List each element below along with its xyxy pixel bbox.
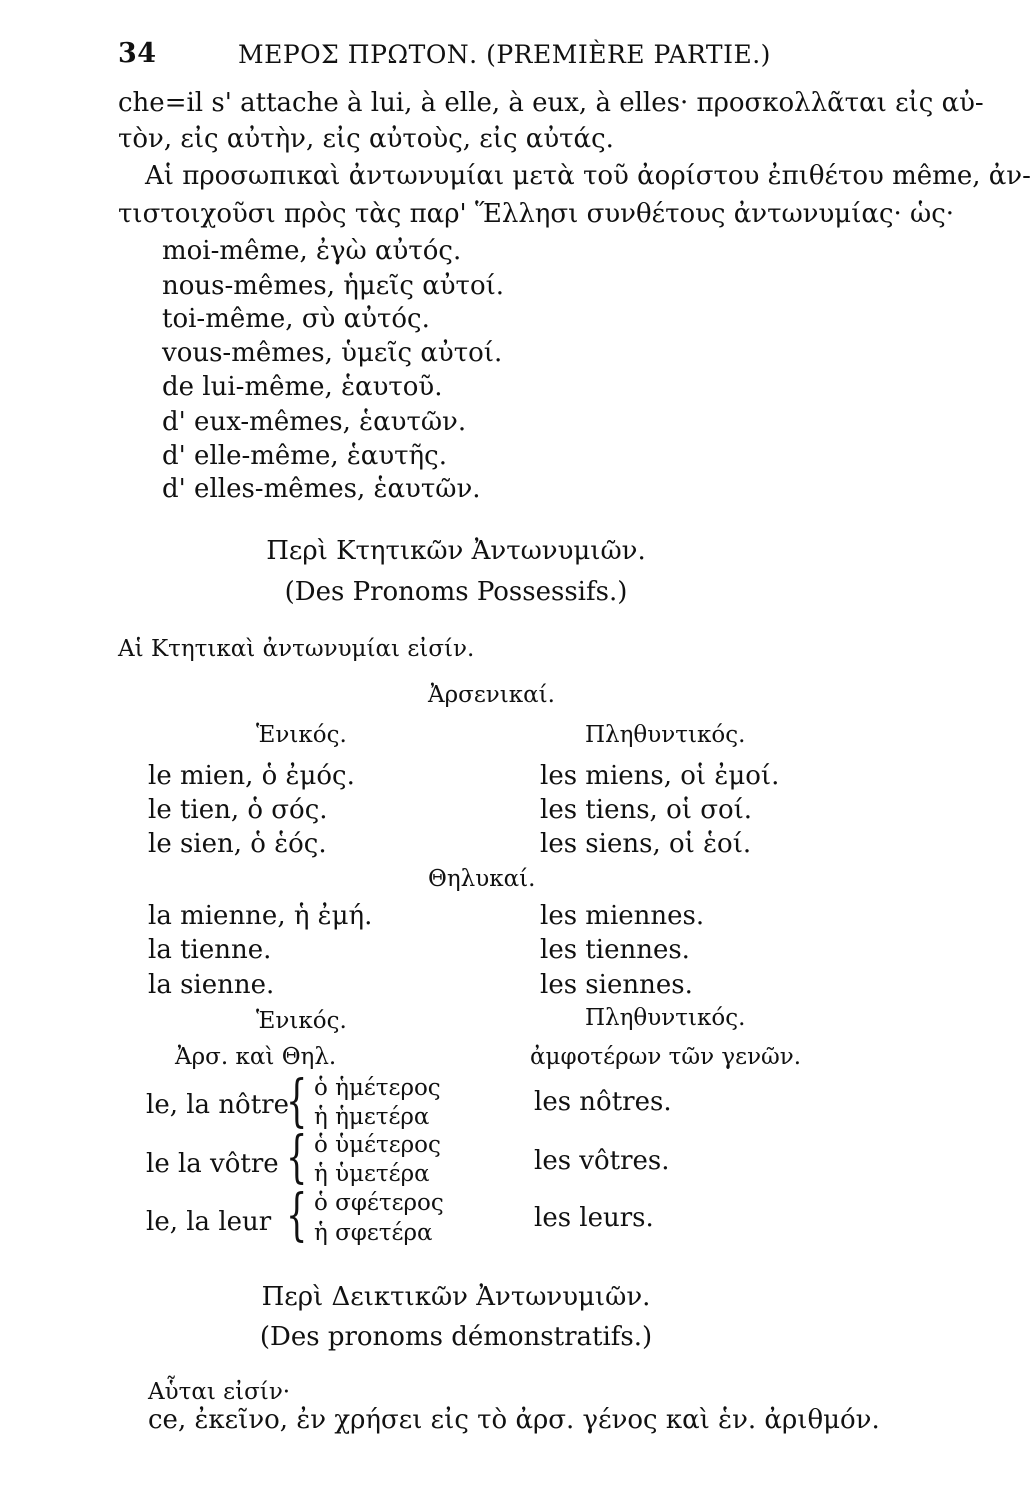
text-line: τὸν, εἰς αὐτὴν, εἰς αὐτοὺς, εἰς αὐτάς. — [118, 124, 614, 154]
gender-heading: Θηλυκαί. — [428, 866, 536, 892]
reflexive-item: moi-même, ἐγὼ αὐτός. — [162, 236, 462, 266]
masc-plural: les tiens, οἱ σοί. — [540, 795, 753, 825]
text-line: Αἱ προσωπικαὶ ἀντωνυμίαι μετὰ τοῦ ἀορίστου ἐπιθέτου même, ἀν- — [145, 161, 1031, 191]
reflexive-item: d' elle-même, ἑαυτῆς. — [162, 441, 447, 471]
text-line: τιστοιχοῦσι πρὸς τὰς παρ' Ἕλλησι συνθέτους ἀντωνυμίας· ὡς· — [118, 199, 955, 229]
brace-icon: { — [286, 1125, 308, 1190]
brace-greek: ἡ ὑμετέρα — [314, 1161, 430, 1187]
masc-singular: le mien, ὁ ἐμός. — [148, 761, 355, 791]
brace-icon: { — [286, 1183, 308, 1248]
gender-heading: Ἀρσενικαί. — [428, 682, 555, 708]
masc-plural: les siens, οἱ ἑοί. — [540, 829, 752, 859]
brace-french: le, la nôtre — [146, 1090, 289, 1120]
page-number: 34 — [118, 38, 157, 69]
fem-plural: les miennes. — [540, 901, 705, 931]
fem-singular: la sienne. — [148, 970, 275, 1000]
section-subtitle: (Des pronoms démonstratifs.) — [259, 1322, 653, 1352]
running-title: ΜΕΡΟΣ ΠΡΩΤΟΝ. (PREMIÈRE PARTIE.) — [238, 40, 771, 69]
gender-label: Ἀρσ. καὶ Θηλ. — [175, 1044, 337, 1070]
masc-plural: les miens, οἱ ἐμοί. — [540, 761, 780, 791]
brace-greek: ὁ ἡμέτερος — [314, 1075, 441, 1101]
fem-singular: la tienne. — [148, 935, 272, 965]
brace-french: le la vôtre — [146, 1149, 279, 1179]
fem-singular: la mienne, ἡ ἐμή. — [148, 901, 373, 931]
brace-greek: ὁ ὑμέτερος — [314, 1132, 441, 1158]
brace-icon: { — [286, 1069, 308, 1134]
brace-greek: ἡ ἡμετέρα — [314, 1104, 430, 1130]
fem-plural: les siennes. — [540, 970, 693, 1000]
brace-plural: les nôtres. — [534, 1087, 672, 1117]
reflexive-item: de lui-même, ἑαυτοῦ. — [162, 372, 443, 402]
masc-singular: le sien, ὁ ἑός. — [148, 829, 327, 859]
section-title: Περὶ Κτητικῶν Ἀντωνυμιῶν. — [266, 536, 646, 566]
reflexive-item: d' eux-mêmes, ἑαυτῶν. — [162, 407, 467, 437]
number-heading: Πληθυντικός. — [585, 722, 746, 748]
section-subtitle: (Des Pronoms Possessifs.) — [284, 577, 628, 607]
reflexive-item: toi-même, σὺ αὐτός. — [162, 304, 430, 334]
brace-greek: ὁ σφέτερος — [314, 1190, 444, 1216]
number-heading: Ἑνικός. — [256, 722, 347, 748]
text-line: ce, ἐκεῖνο, ἐν χρήσει εἰς τὸ ἀρσ. γένος καὶ ἑν. ἀριθμόν. — [148, 1405, 880, 1435]
brace-french: le, la leur — [146, 1207, 272, 1237]
gender-label: ἀμφοτέρων τῶν γενῶν. — [530, 1044, 802, 1070]
reflexive-item: d' elles-mêmes, ἑαυτῶν. — [162, 474, 481, 504]
reflexive-item: vous-mêmes, ὑμεῖς αὐτοί. — [162, 338, 503, 368]
text-line: che=il s' attache à lui, à elle, à eux, à elles· προσκολλᾶται εἰς αὐ- — [118, 88, 984, 118]
brace-greek: ἡ σφετέρα — [314, 1220, 433, 1246]
number-heading: Ἑνικός. — [256, 1008, 347, 1034]
reflexive-item: nous-mêmes, ἡμεῖς αὐτοί. — [162, 271, 505, 301]
section-title: Περὶ Δεικτικῶν Ἀντωνυμιῶν. — [261, 1282, 651, 1312]
running-header — [118, 38, 798, 78]
fem-plural: les tiennes. — [540, 935, 690, 965]
brace-plural: les leurs. — [534, 1203, 654, 1233]
masc-singular: le tien, ὁ σός. — [148, 795, 328, 825]
number-heading: Πληθυντικός. — [585, 1005, 746, 1031]
brace-plural: les vôtres. — [534, 1146, 670, 1176]
section-intro: Αἱ Κτητικαὶ ἀντωνυμίαι εἰσίν. — [118, 636, 475, 662]
section-intro: Αὗται εἰσίν· — [148, 1379, 291, 1405]
